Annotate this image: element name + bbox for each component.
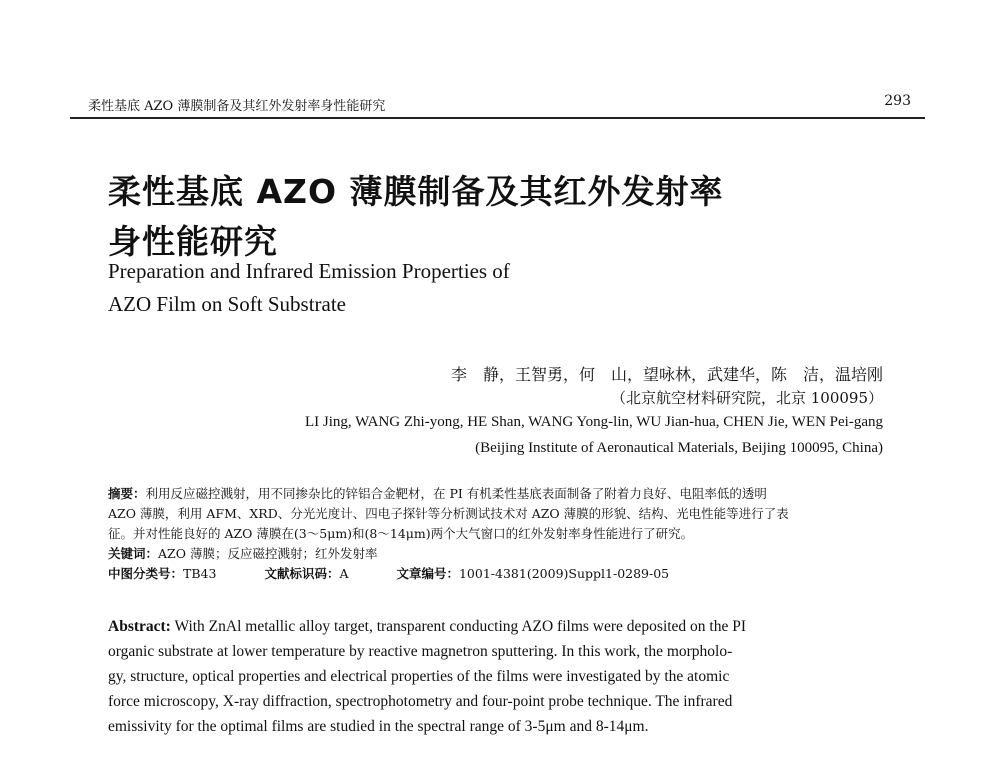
abstract-en-line5: emissivity for the optimal films are studied in the spectral range of 3-5μm and 8-14μm. bbox=[108, 718, 649, 735]
authors-zh: 李 静，王智勇，何 山，望咏林，武建华，陈 洁，温培刚 bbox=[450, 365, 883, 384]
keywords-zh bbox=[108, 544, 888, 564]
abstract-zh bbox=[108, 484, 888, 584]
article-value: 1001-4381(2009)Suppl1-0289-05 bbox=[458, 566, 670, 581]
abstract-en bbox=[108, 614, 888, 739]
title-en-line1: Preparation and Infrared Emission Properties of bbox=[108, 259, 510, 283]
abstract-en-line1 bbox=[108, 614, 888, 639]
abstract-en-line2: organic substrate at lower temperature by reactive magnetron sputtering. In this work, the morpholo- bbox=[108, 643, 733, 660]
abstract-zh-line2: AZO 薄膜，利用 AFM、XRD、分光光度计、四电子探针等分析测试技术对 AZO 薄膜的形貌、结构、光电性能等进行了表 bbox=[108, 506, 789, 521]
abstract-en-line4: force microscopy, X-ray diffraction, spectrophotometry and four-point probe technique. The infrared bbox=[108, 693, 733, 710]
affiliation-en: (Beijing Institute of Aeronautical Materials, Beijing 100095, China) bbox=[475, 440, 883, 456]
running-title: 柔性基底 AZO 薄膜制备及其红外发射率身性能研究 bbox=[88, 99, 386, 114]
classification-row bbox=[108, 564, 888, 584]
doc-value: A bbox=[339, 566, 349, 581]
title-en-line2: AZO Film on Soft Substrate bbox=[108, 292, 347, 316]
keywords-text: AZO 薄膜；反应磁控溅射；红外发射率 bbox=[158, 546, 378, 561]
abstract-en-label: Abstract: bbox=[108, 618, 171, 635]
article-label: 文章编号： bbox=[396, 566, 459, 581]
page-number: 293 bbox=[884, 93, 911, 109]
header-rule bbox=[70, 117, 925, 119]
clc-value: TB43 bbox=[183, 566, 217, 581]
doc-label: 文献标识码： bbox=[264, 566, 340, 581]
authors-en: LI Jing, WANG Zhi-yong, HE Shan, WANG Yong-lin, WU Jian-hua, CHEN Jie, WEN Pei-gang bbox=[304, 414, 883, 430]
title-zh-line1: 柔性基底 AZO 薄膜制备及其红外发射率 bbox=[108, 172, 724, 211]
abstract-zh-text1: 利用反应磁控溅射，用不同掺杂比的锌铝合金靶材，在 PI 有机柔性基底表面制备了附着力良好、电阻率低的透明 bbox=[145, 486, 767, 501]
abstract-zh-line1 bbox=[108, 484, 888, 504]
abstract-zh-line3: 征。并对性能良好的 AZO 薄膜在(3～5μm)和(8～14μm)两个大气窗口的红外发射率身性能进行了研究。 bbox=[108, 526, 694, 541]
abstract-en-text1: With ZnAl metallic alloy target, transparent conducting AZO films were deposited on the PI bbox=[170, 618, 747, 635]
affiliation-zh: （北京航空材料研究院，北京 100095） bbox=[610, 389, 883, 407]
abstract-zh-label: 摘要： bbox=[108, 486, 146, 501]
title-zh-line2: 身性能研究 bbox=[108, 222, 278, 261]
abstract-en-line3: gy, structure, optical properties and electrical properties of the films were investigated by the atomic bbox=[108, 668, 730, 685]
keywords-label: 关键词： bbox=[108, 546, 159, 561]
clc-label: 中图分类号： bbox=[108, 566, 184, 581]
